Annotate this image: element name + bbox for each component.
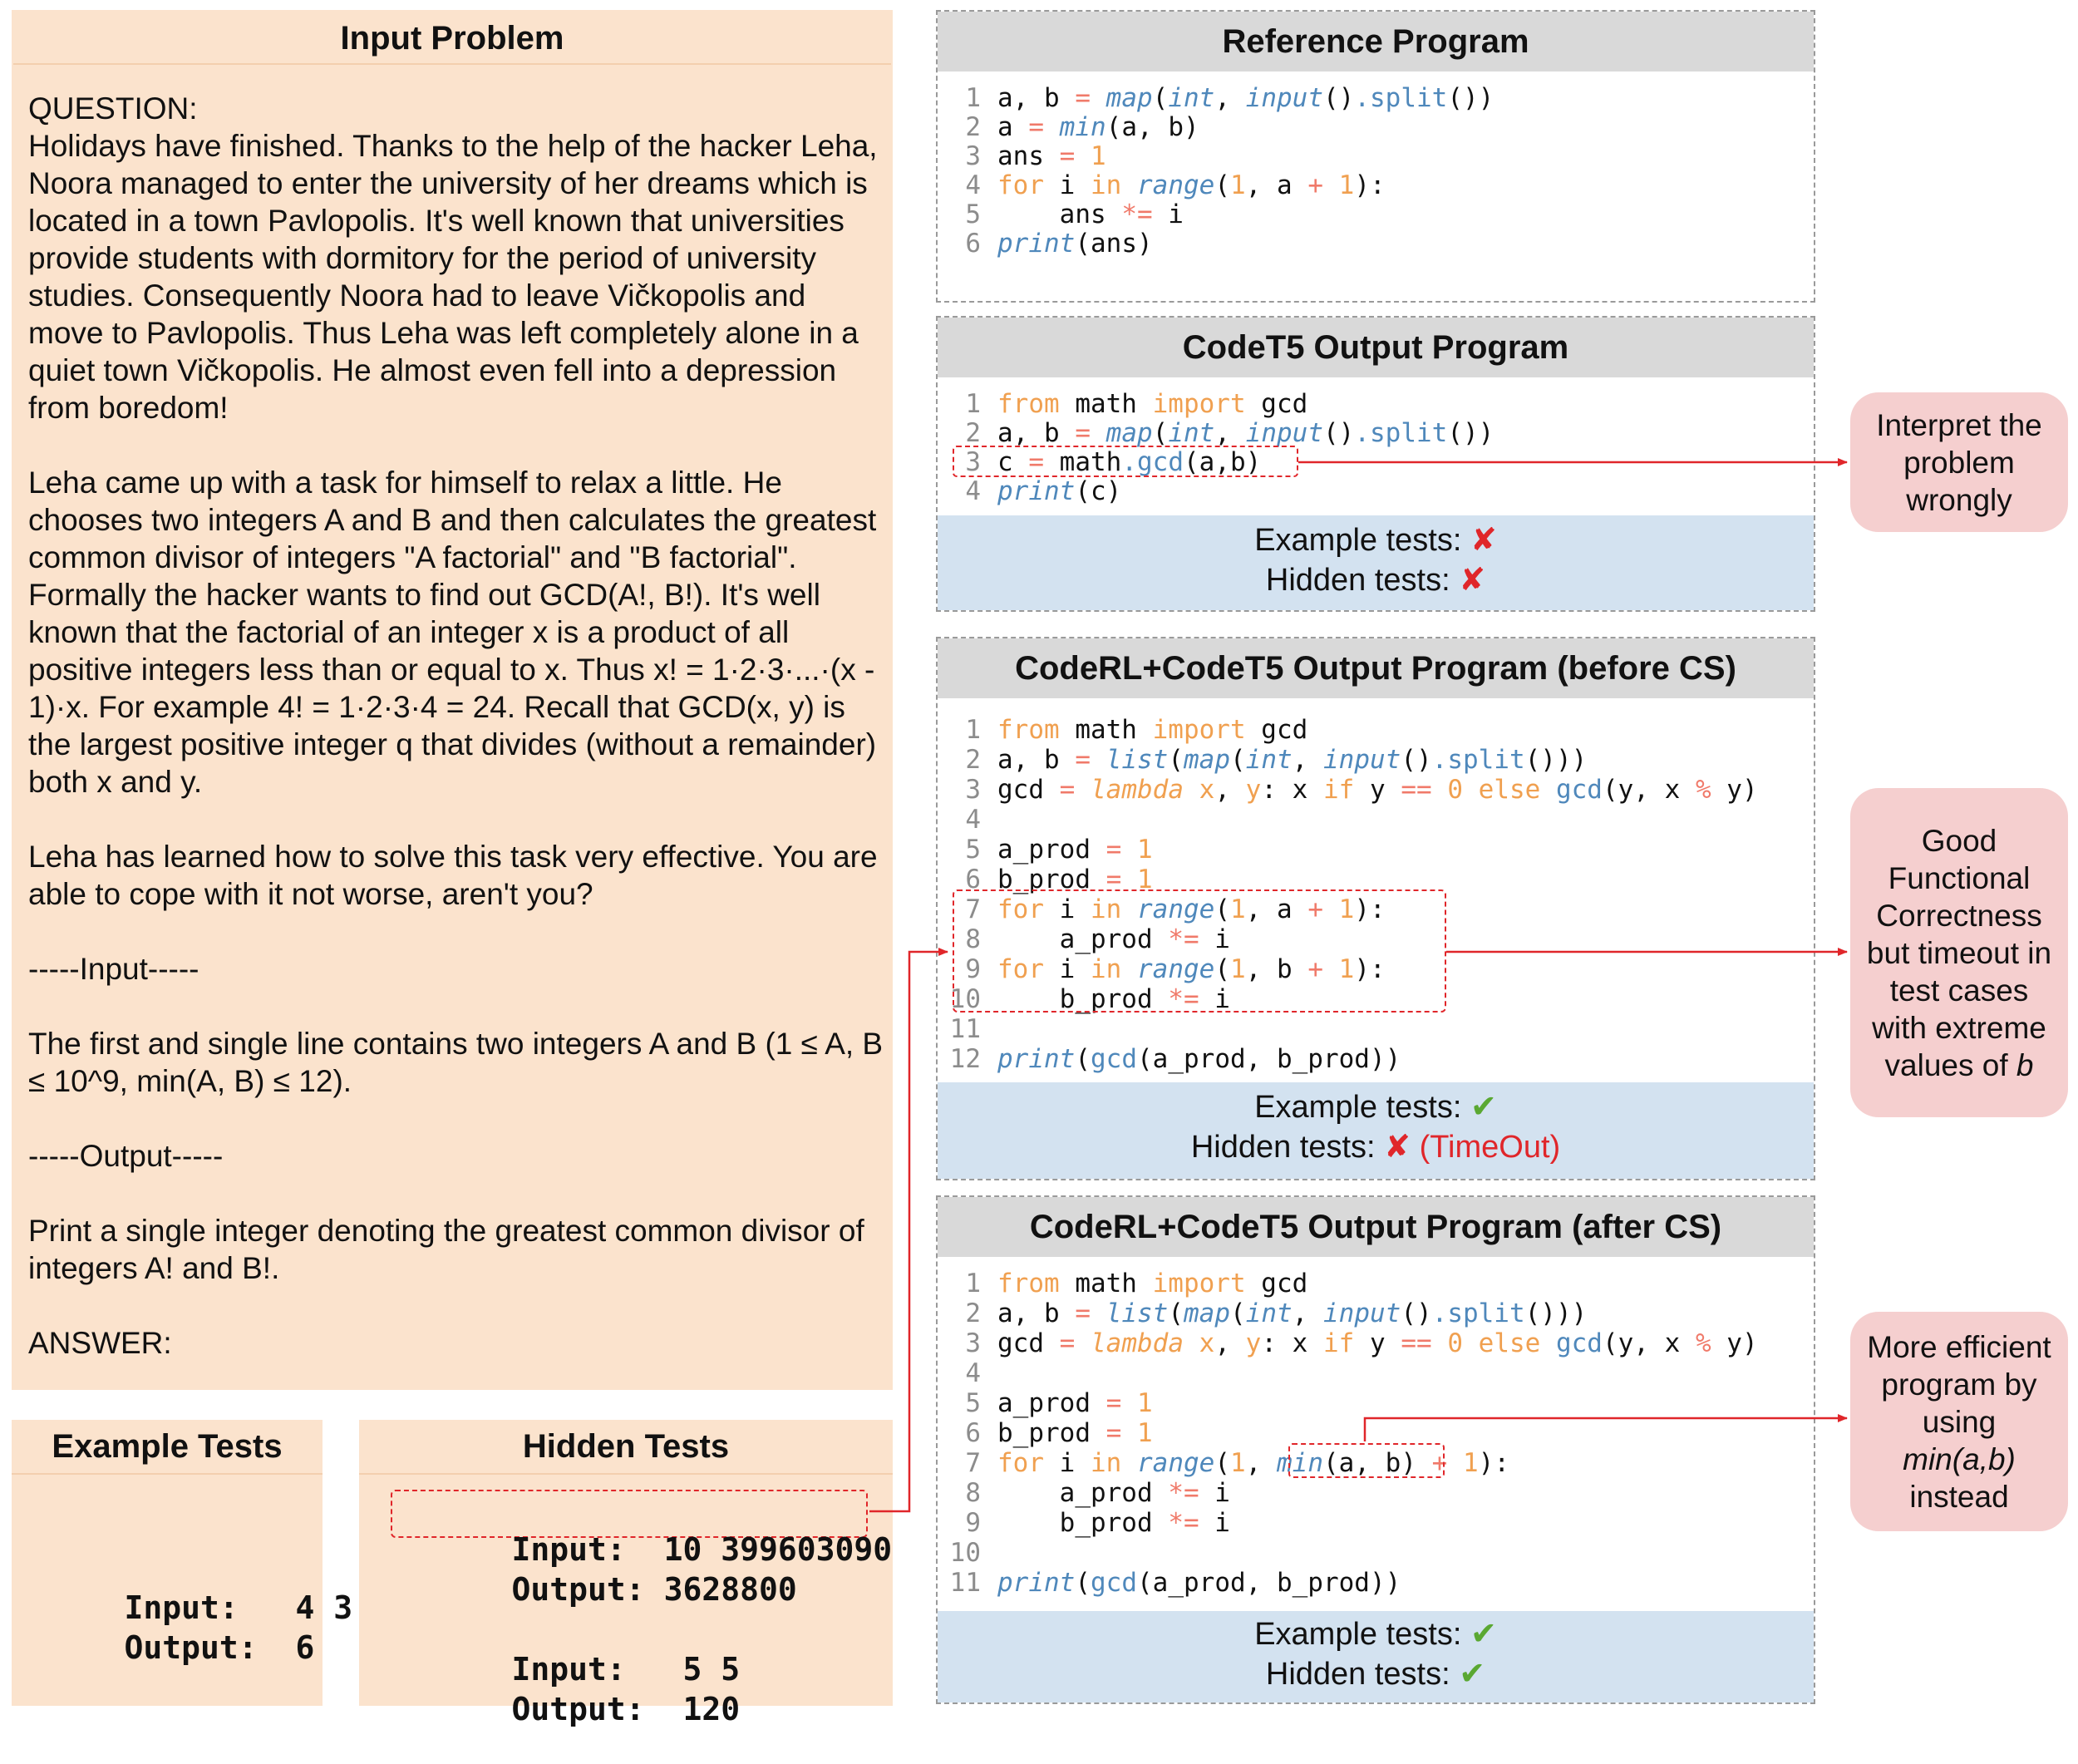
- note-interpret-wrongly: Interpret the problem wrongly: [1850, 392, 2068, 532]
- code-line: 11 print(gcd(a_prod, b_prod)): [949, 1568, 1401, 1598]
- arrow-to-efficient-note: [1365, 1418, 1847, 1441]
- example-output: Output: 6: [124, 1629, 315, 1666]
- arrow-hidden-test-to-loops: [869, 952, 948, 1511]
- before-cs-example-result: Example tests: ✔: [1254, 1090, 1497, 1125]
- problem-paragraph-1: Holidays have finished. Thanks to the help of the hacker Leha, Noora managed to enter the university of her dreams which is located in a town Pavlopolis. It's well known that universities provide students with dormitory for the period of university studies. Consequently Noora had to leave Vičkopolis and move to Pavlopolis. Thus Leha was left completely alone in a quiet town Vičkopolis. He almost even fell into a depression from boredom!: [28, 129, 886, 425]
- reference-program-title: Reference Program: [938, 12, 1814, 71]
- code-line: 2 a, b = map(int, input().split()): [965, 418, 1494, 448]
- problem-paragraph-2: Leha came up with a task for himself to relax a little. He chooses two integers A and B and then calculates the greatest common divisor of integers "A factorial" and "B factorial". Formally the hacker wants to find out GCD(A!, B!). It's well known that the factorial of an integer x is a product of all positive integers less than or equal to x. Thus x! = 1·2·3·...·(x - 1)·x. For example 4! = 1·2·3·4 = 24. Recall that GCD(x, y) is the largest positive integer q that divides (without a remainder) both x and y.: [28, 466, 885, 799]
- code-line: 7 for i in range(1, min(a, b) + 1):: [965, 1448, 1509, 1478]
- code-line: 3 c = math.gcd(a,b): [965, 447, 1262, 477]
- code-line: 4 for i in range(1, a + 1):: [965, 170, 1386, 200]
- code-line: 3 gcd = lambda x, y: x if y == 0 else gcd(y, x % y): [965, 1328, 1758, 1358]
- after-cs-hidden-result: Hidden tests: ✔: [1265, 1657, 1486, 1692]
- code-line: 6 b_prod = 1: [965, 1418, 1153, 1448]
- code-line: 6 print(ans): [965, 229, 1153, 259]
- code-line: 1 a, b = map(int, input().split()): [965, 83, 1494, 113]
- code-line: 4: [965, 805, 981, 835]
- codet5-example-result: Example tests: ✘: [1254, 523, 1497, 558]
- pass-mark-icon: ✔: [1459, 1657, 1486, 1692]
- codet5-hidden-result: Hidden tests: ✘: [1265, 563, 1486, 598]
- code-line: 5 ans *= i: [965, 200, 1184, 229]
- question-label: QUESTION:: [28, 91, 198, 126]
- note-more-efficient: More efficient program by using min(a,b) instead: [1850, 1312, 2068, 1531]
- code-line: 9 for i in range(1, b + 1):: [965, 954, 1386, 984]
- code-line: 5 a_prod = 1: [965, 835, 1153, 865]
- code-line: 4 print(c): [965, 476, 1122, 506]
- before-cs-program-title: CodeRL+CodeT5 Output Program (before CS): [938, 638, 1814, 698]
- code-line: 2 a, b = list(map(int, input().split())): [965, 1298, 1588, 1328]
- code-line: 12 print(gcd(a_prod, b_prod)): [949, 1044, 1401, 1074]
- input-section-desc: The first and single line contains two integers A and B (1 ≤ A, B ≤ 10^9, min(A, B) ≤ 12).: [28, 1027, 892, 1098]
- hidden-test-2-output: Output: 120: [511, 1691, 741, 1727]
- input-problem-title: Input Problem: [13, 12, 891, 65]
- hidden-tests-title: Hidden Tests: [359, 1420, 893, 1475]
- code-line: 5 a_prod = 1: [965, 1388, 1153, 1418]
- code-line: 10: [949, 1538, 981, 1568]
- before-cs-hidden-result: Hidden tests: ✘ (TimeOut): [1190, 1130, 1561, 1165]
- output-section-header: -----Output-----: [28, 1139, 224, 1173]
- output-section-desc: Print a single integer denoting the greatest common divisor of integers A! and B!.: [28, 1214, 874, 1285]
- pass-mark-icon: ✔: [1470, 1090, 1497, 1125]
- pass-mark-icon: ✔: [1470, 1617, 1497, 1652]
- code-line: 7 for i in range(1, a + 1):: [965, 894, 1386, 924]
- code-line: 9 b_prod *= i: [965, 1508, 1230, 1538]
- hidden-test-2-input: Input: 5 5: [511, 1651, 741, 1688]
- code-line: 10 b_prod *= i: [949, 984, 1230, 1014]
- code-line: 6 b_prod = 1: [965, 865, 1153, 894]
- code-line: 1 from math import gcd: [965, 1269, 1308, 1298]
- fail-mark-icon: ✘: [1470, 523, 1497, 558]
- code-line: 2 a, b = list(map(int, input().split())): [965, 745, 1588, 775]
- example-tests-title: Example Tests: [12, 1420, 323, 1475]
- code-line: 8 a_prod *= i: [965, 1478, 1230, 1508]
- hidden-test-1-output: Output: 3628800: [511, 1571, 797, 1608]
- codet5-program-title: CodeT5 Output Program: [938, 318, 1814, 377]
- after-cs-example-result: Example tests: ✔: [1254, 1617, 1497, 1652]
- timeout-label: (TimeOut): [1419, 1130, 1561, 1165]
- code-line: 4: [965, 1358, 981, 1388]
- fail-mark-icon: ✘: [1384, 1130, 1411, 1165]
- hidden-test-1-input: Input: 10 399603090: [511, 1531, 893, 1568]
- after-cs-program-title: CodeRL+CodeT5 Output Program (after CS): [938, 1197, 1814, 1257]
- input-section-header: -----Input-----: [28, 952, 199, 986]
- code-line: 2 a = min(a, b): [965, 112, 1199, 142]
- code-line: 1 from math import gcd: [965, 715, 1308, 745]
- code-line: 11: [949, 1014, 981, 1044]
- note-good-functional: Good Functional Correctness but timeout in test cases with extreme values of b: [1850, 788, 2068, 1117]
- problem-paragraph-3: Leha has learned how to solve this task very effective. You are able to cope with it not worse, aren't you?: [28, 840, 886, 911]
- code-line: 3 gcd = lambda x, y: x if y == 0 else gcd(y, x % y): [965, 775, 1758, 805]
- fail-mark-icon: ✘: [1459, 563, 1486, 598]
- example-input: Input: 4 3: [124, 1589, 353, 1626]
- code-line: 8 a_prod *= i: [965, 924, 1230, 954]
- code-line: 1 from math import gcd: [965, 389, 1308, 419]
- answer-label: ANSWER:: [28, 1326, 172, 1360]
- code-line: 3 ans = 1: [965, 141, 1106, 171]
